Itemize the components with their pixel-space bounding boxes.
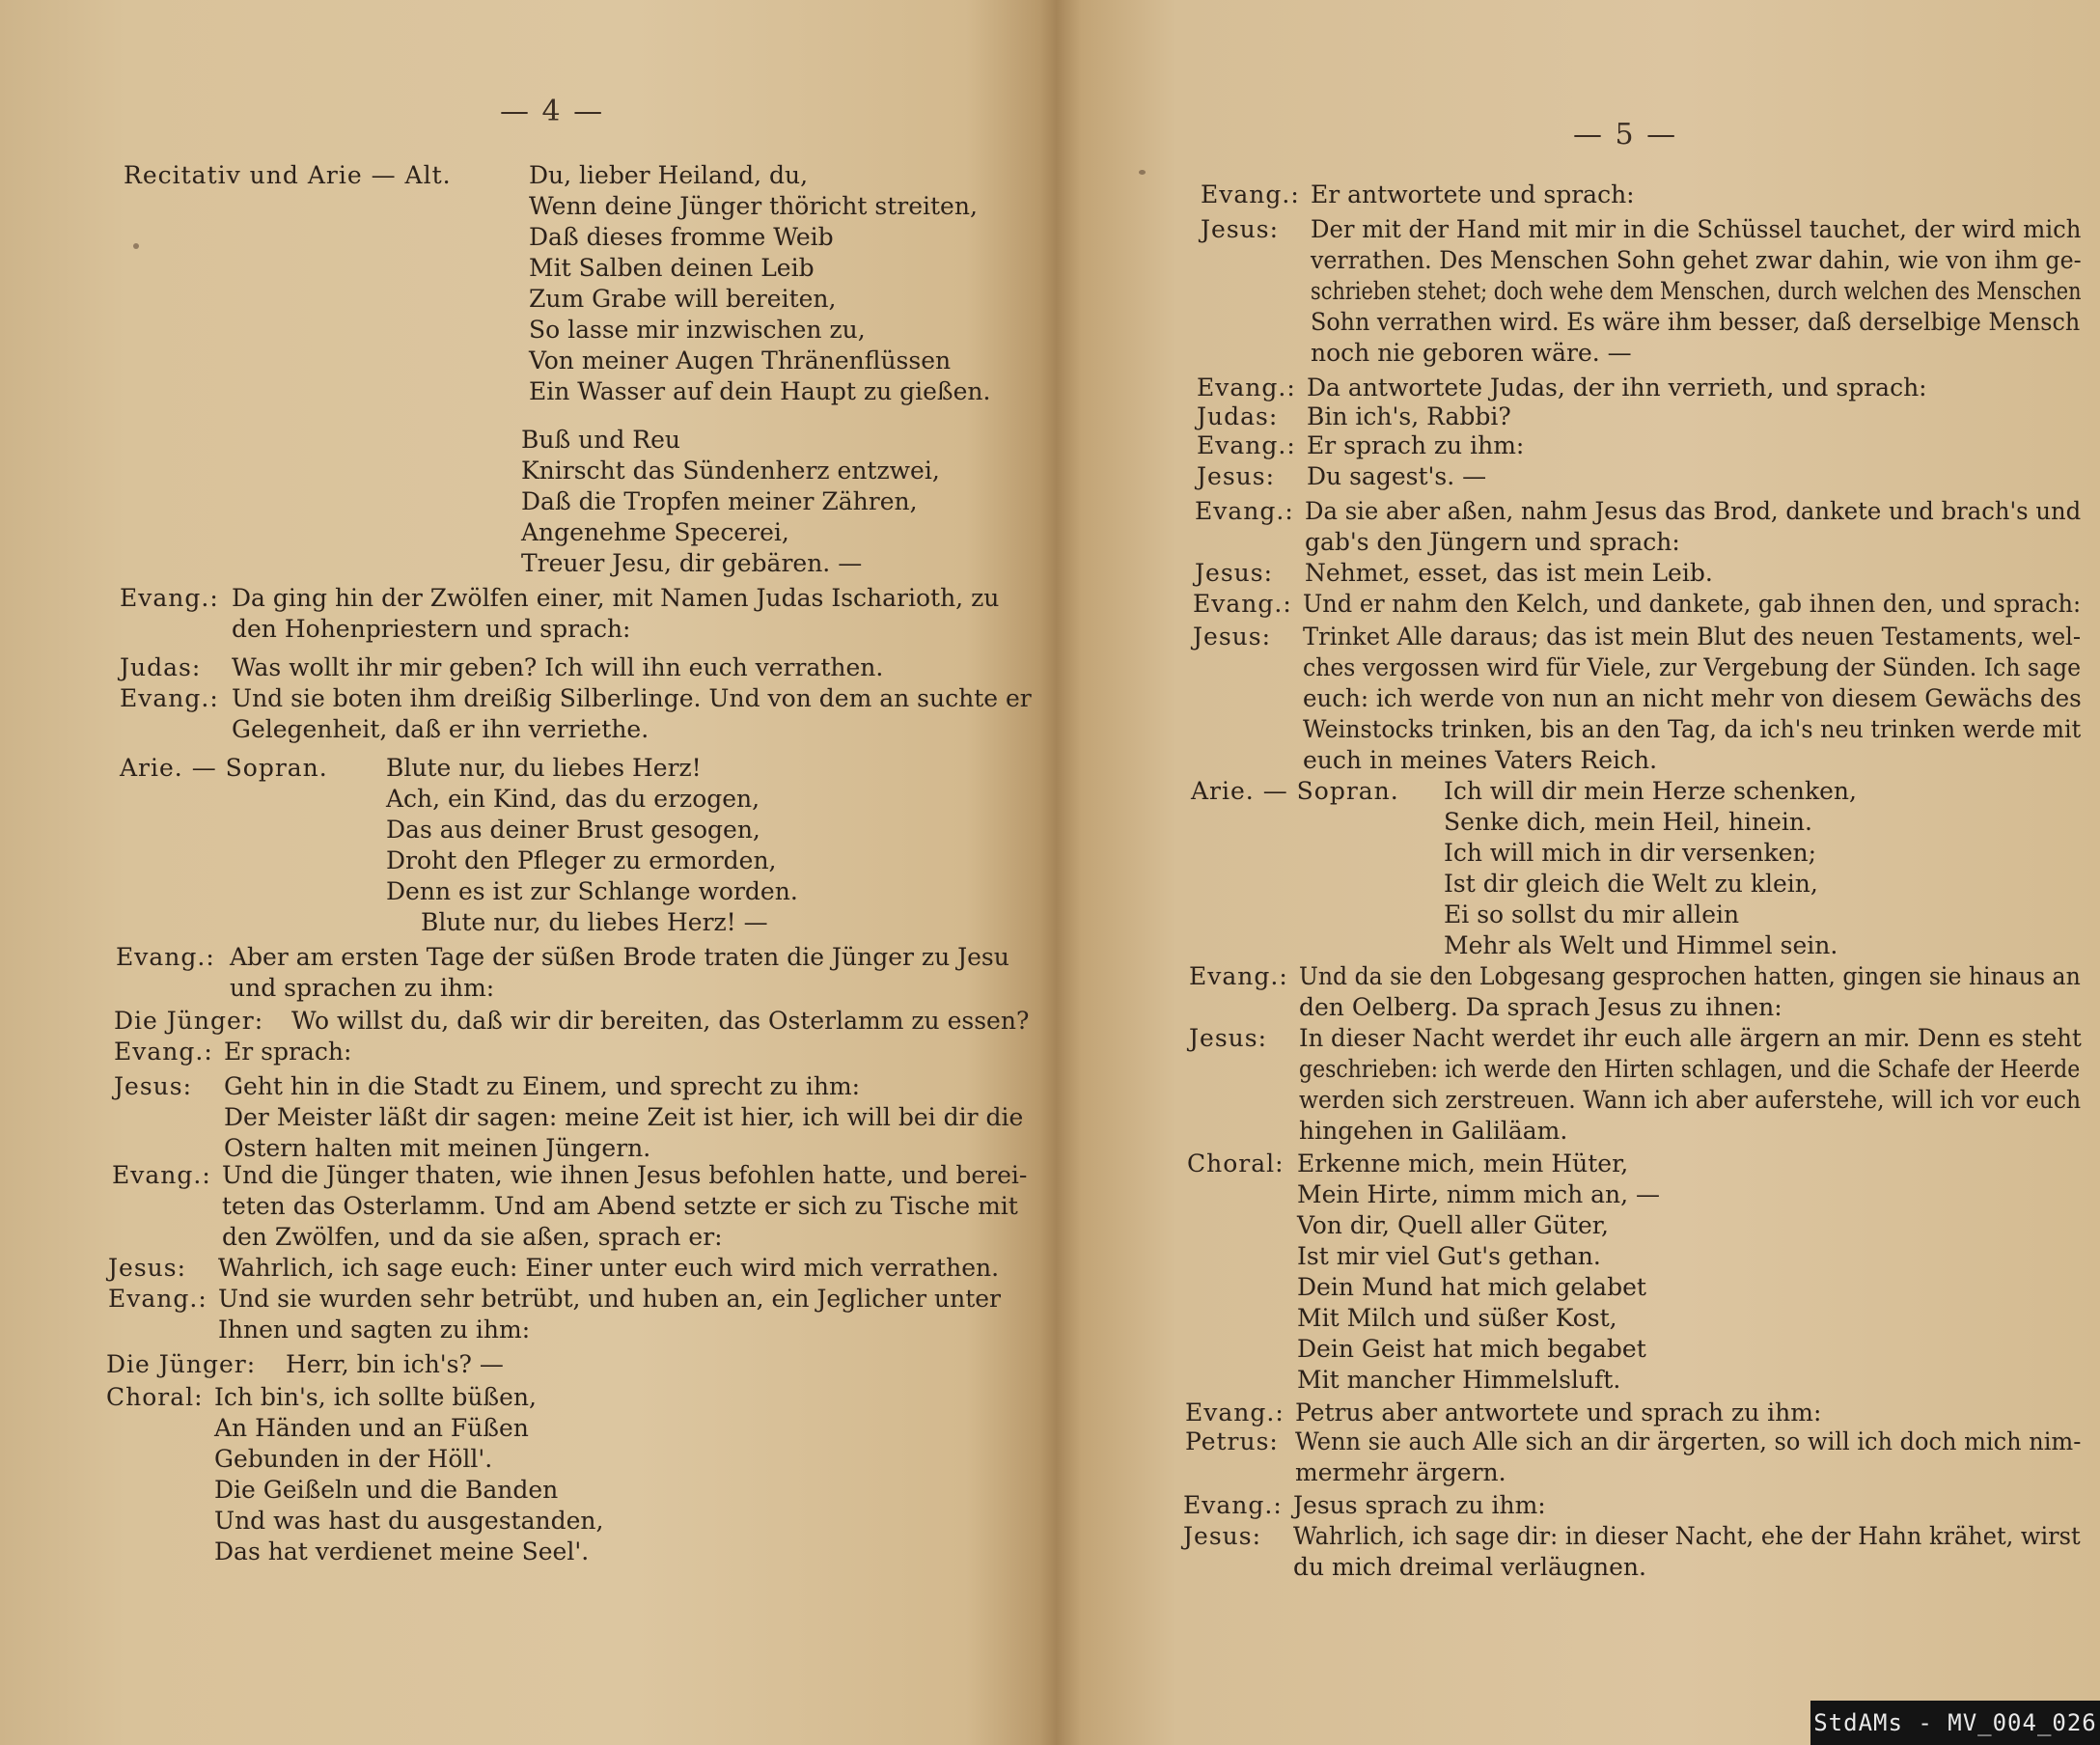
text-line: Ich bin's, ich sollte büßen, [214, 1383, 537, 1411]
text-line: Ich will mich in dir versenken; [1444, 839, 1817, 867]
text-line: Wenn sie auch Alle sich an dir ärgerten, so will ich doch mich nim- [1295, 1427, 2082, 1455]
speaker-label: Judas: [120, 653, 202, 681]
paper-speck [133, 243, 139, 249]
text-line: Der mit der Hand mit mir in die Schüssel tauchet, der wird mich [1311, 215, 2082, 243]
page-number: — 4 — [500, 95, 605, 128]
speaker-label: Jesus: [1201, 215, 1279, 243]
text-line: Ihnen und sagten zu ihm: [218, 1316, 531, 1343]
text-line: Sohn verrathen wird. Es wäre ihm besser, daß derselbige Mensch [1311, 308, 2081, 336]
text-line: Wenn deine Jünger thöricht streiten, [529, 192, 978, 220]
text-line: verrathen. Des Menschen Sohn gehet zwar dahin, wie von ihm ge- [1311, 246, 2082, 274]
text-line: euch: ich werde von nun an nicht mehr von diesem Gewächs des [1303, 684, 2082, 712]
page-number: — 5 — [1573, 118, 1678, 152]
text-line: Und da sie den Lobgesang gesprochen hatten, gingen sie hinaus an [1299, 962, 2081, 990]
text-line: Du sagest's. — [1307, 462, 1487, 490]
speaker-label: Jesus: [1189, 1024, 1267, 1052]
text-line: Mit Salben deinen Leib [529, 254, 815, 282]
text-line: Er antwortete und sprach: [1311, 180, 1635, 208]
text-line: Aber am ersten Tage der süßen Brode traten die Jünger zu Jesu [230, 943, 1009, 971]
speaker-label: Evang.: [112, 1161, 211, 1189]
text-line: Gebunden in der Höll'. [214, 1445, 493, 1473]
text-line: und sprachen zu ihm: [230, 974, 495, 1002]
text-line: Erkenne mich, mein Hüter, [1297, 1149, 1629, 1177]
text-line: Gelegenheit, daß er ihn verriethe. [232, 715, 649, 743]
text-line: In dieser Nacht werdet ihr euch alle ärgern an mir. Denn es steht [1299, 1024, 2082, 1052]
text-line: werden sich zerstreuen. Wann ich aber auferstehe, will ich vor euch [1299, 1086, 2082, 1114]
text-line: euch in meines Vaters Reich. [1303, 746, 1658, 774]
text-line: Daß dieses fromme Weib [529, 223, 834, 251]
text-line: den Zwölfen, und da sie aßen, sprach er: [222, 1223, 723, 1251]
archive-label: StdAMs - MV_004_026 [1810, 1701, 2100, 1745]
speaker-label: Evang.: [1193, 590, 1292, 618]
speaker-label: Jesus: [1193, 623, 1271, 651]
text-line: hingehen in Galiläam. [1299, 1117, 1568, 1145]
text-line: Und die Jünger thaten, wie ihnen Jesus befohlen hatte, und berei- [222, 1161, 1028, 1189]
speaker-label: Arie. — Sopran. [1191, 777, 1399, 805]
text-line: Ostern halten mit meinen Jüngern. [224, 1134, 651, 1162]
text-line: Trinket Alle daraus; das ist mein Blut des neuen Testaments, wel- [1303, 623, 2082, 651]
speaker-label: Evang.: [1189, 962, 1288, 990]
text-line: Mit Milch und süßer Kost, [1297, 1304, 1617, 1332]
text-line: Wahrlich, ich sage euch: Einer unter euch wird mich verrathen. [218, 1254, 1000, 1282]
text-line: mermehr ärgern. [1295, 1458, 1506, 1486]
text-line: Mit mancher Himmelsluft. [1297, 1366, 1621, 1394]
speaker-label: Evang.: [1197, 431, 1296, 459]
text-line: Herr, bin ich's? — [286, 1350, 504, 1378]
speaker-label: Evang.: [1195, 497, 1294, 525]
text-line: Blute nur, du liebes Herz! — [421, 908, 768, 936]
text-line: Die Geißeln und die Banden [214, 1476, 559, 1504]
text-line: ches vergossen wird für Viele, zur Vergebung der Sünden. Ich sage [1303, 653, 2082, 681]
text-line: Ist mir viel Gut's gethan. [1297, 1242, 1601, 1270]
text-line: Denn es ist zur Schlange worden. [386, 877, 798, 905]
text-line: Geht hin in die Stadt zu Einem, und sprecht zu ihm: [224, 1072, 861, 1100]
text-line: Von meiner Augen Thränenflüssen [529, 346, 952, 374]
text-line: du mich dreimal verläugnen. [1293, 1553, 1646, 1581]
text-line: Wo willst du, daß wir dir bereiten, das Osterlamm zu essen? [291, 1007, 1030, 1035]
text-line: Dein Geist hat mich begabet [1297, 1335, 1646, 1363]
speaker-label: Evang.: [1185, 1399, 1285, 1426]
text-line: Knirscht das Sündenherz entzwei, [521, 457, 940, 485]
text-line: Senke dich, mein Heil, hinein. [1444, 808, 1812, 836]
speaker-label: Evang.: [1197, 374, 1296, 402]
speaker-label: Petrus: [1185, 1427, 1279, 1455]
text-line: Er sprach zu ihm: [1307, 431, 1525, 459]
text-line: Wahrlich, ich sage dir: in dieser Nacht, ehe der Hahn krähet, wirst [1293, 1522, 2081, 1550]
text-line: Mehr als Welt und Himmel sein. [1444, 931, 1838, 959]
text-line: Du, lieber Heiland, du, [529, 161, 809, 189]
text-line: Und sie wurden sehr betrübt, und huben an, ein Jeglicher unter [218, 1285, 1001, 1313]
text-line: Jesus sprach zu ihm: [1293, 1491, 1546, 1519]
speaker-label: Die Jünger: [114, 1007, 264, 1035]
speaker-label: Jesus: [108, 1254, 186, 1282]
text-line: Das hat verdienet meine Seel'. [214, 1537, 590, 1565]
text-line: Was wollt ihr mir geben? Ich will ihn euch verrathen. [232, 653, 884, 681]
text-line: Nehmet, esset, das ist mein Leib. [1305, 559, 1713, 587]
text-line: Ist dir gleich die Welt zu klein, [1444, 870, 1818, 898]
speaker-label: Evang.: [1183, 1491, 1283, 1519]
text-line: gab's den Jüngern und sprach: [1305, 528, 1680, 556]
text-line: Treuer Jesu, dir gebären. — [521, 549, 863, 577]
text-line: Ei so sollst du mir allein [1444, 900, 1740, 928]
speaker-label: Jesus: [1195, 559, 1273, 587]
speaker-label: Evang.: [120, 584, 219, 612]
text-line: Und sie boten ihm dreißig Silberlinge. Und von dem an suchte er [232, 684, 1032, 712]
right-page [1071, 0, 2100, 1745]
text-line: Da ging hin der Zwölfen einer, mit Namen Judas Ischarioth, zu [232, 584, 1000, 612]
speaker-label: Evang.: [120, 684, 219, 712]
text-line: noch nie geboren wäre. — [1311, 339, 1632, 367]
speaker-label: Choral: [106, 1383, 204, 1411]
text-line: Das aus deiner Brust gesogen, [386, 816, 760, 844]
paper-speck [1139, 170, 1146, 175]
speaker-label: Evang.: [114, 1038, 213, 1066]
text-line: Daß die Tropfen meiner Zähren, [521, 487, 918, 515]
text-line: Und er nahm den Kelch, und dankete, gab ihnen den, und sprach: [1303, 590, 2082, 618]
text-line: schrieben stehet; doch wehe dem Menschen, durch welchen des Menschen [1311, 277, 2082, 305]
text-line: Da antwortete Judas, der ihn verrieth, und sprach: [1307, 374, 1927, 402]
speaker-label: Choral: [1187, 1149, 1285, 1177]
text-line: Dein Mund hat mich gelabet [1297, 1273, 1646, 1301]
speaker-label: Jesus: [114, 1072, 192, 1100]
speaker-label: Die Jünger: [106, 1350, 257, 1378]
speaker-label: Judas: [1197, 402, 1279, 430]
text-line: Und was hast du ausgestanden, [214, 1507, 604, 1535]
text-line: Bin ich's, Rabbi? [1307, 402, 1511, 430]
text-line: Von dir, Quell aller Güter, [1297, 1211, 1609, 1239]
text-line: Da sie aber aßen, nahm Jesus das Brod, dankete und brach's und [1305, 497, 2082, 525]
text-line: Droht den Pfleger zu ermorden, [386, 846, 777, 874]
speaker-label: Recitativ und Arie — Alt. [124, 161, 452, 189]
text-line: den Hohenpriestern und sprach: [232, 615, 631, 643]
text-line: Petrus aber antwortete und sprach zu ihm: [1295, 1399, 1822, 1426]
speaker-label: Evang.: [1201, 180, 1300, 208]
text-line: den Oelberg. Da sprach Jesus zu ihnen: [1299, 993, 1782, 1021]
text-line: Zum Grabe will bereiten, [529, 285, 837, 313]
speaker-label: Arie. — Sopran. [120, 754, 328, 782]
text-line: Er sprach: [224, 1038, 352, 1066]
text-line: Angenehme Specerei, [521, 518, 789, 546]
text-line: Ich will dir mein Herze schenken, [1444, 777, 1857, 805]
text-line: teten das Osterlamm. Und am Abend setzte er sich zu Tische mit [222, 1192, 1018, 1220]
speaker-label: Jesus: [1183, 1522, 1261, 1550]
text-line: Weinstocks trinken, bis an den Tag, da ich's neu trinken werde mit [1303, 715, 2082, 743]
text-line: Der Meister läßt dir sagen: meine Zeit ist hier, ich will bei dir die [224, 1103, 1024, 1131]
speaker-label: Jesus: [1197, 462, 1275, 490]
speaker-label: Evang.: [116, 943, 215, 971]
text-line: Ach, ein Kind, das du erzogen, [386, 785, 760, 813]
text-line: An Händen und an Füßen [214, 1414, 529, 1442]
text-line: Ein Wasser auf dein Haupt zu gießen. [529, 377, 991, 405]
text-line: So lasse mir inzwischen zu, [529, 316, 866, 344]
text-line: geschrieben: ich werde den Hirten schlagen, und die Schafe der Heerde [1299, 1055, 2081, 1083]
speaker-label: Evang.: [108, 1285, 207, 1313]
text-line: Buß und Reu [521, 426, 680, 454]
text-line: Mein Hirte, nimm mich an, — [1297, 1180, 1661, 1208]
text-line: Blute nur, du liebes Herz! [386, 754, 702, 782]
